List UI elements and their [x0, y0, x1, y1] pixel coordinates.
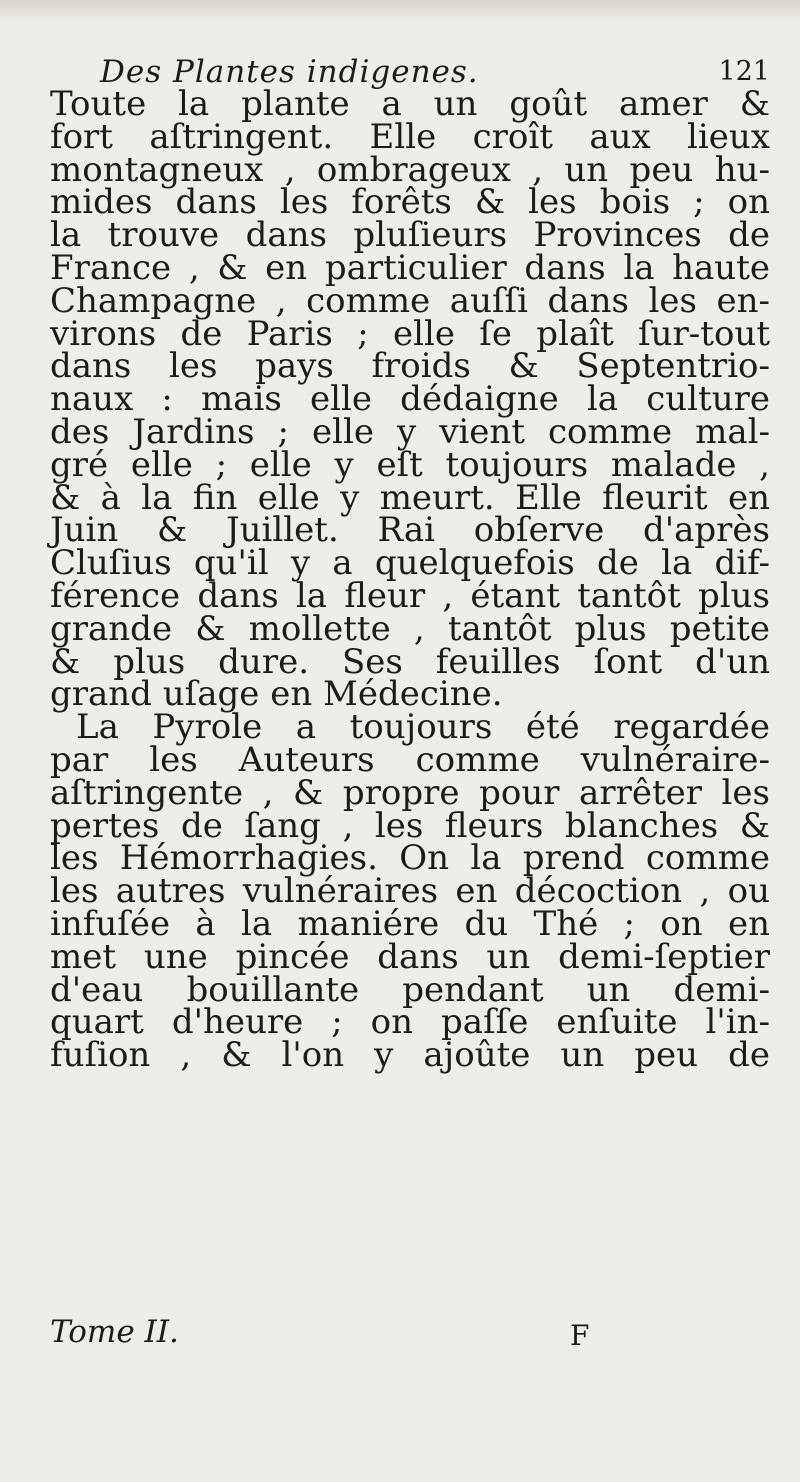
text-line: quart d'heure ; on paſſe enſuite l'in- — [50, 1002, 770, 1043]
text-line: dans les pays froids & Septentrio- — [50, 346, 770, 387]
text-line: & à la fin elle y meurt. Elle fleurit en — [50, 477, 770, 518]
text-line: par les Auteurs comme vulnéraire- — [50, 739, 770, 780]
text-line: mides dans les forêts & les bois ; on — [50, 182, 770, 223]
text-line: les Hémorrhagies. On la prend comme — [50, 838, 770, 879]
text-line: aſtringente , & propre pour arrêter les — [50, 772, 770, 813]
text-line: naux : mais elle dédaigne la culture — [50, 379, 770, 420]
text-line: virons de Paris ; elle ſe plaît ſur-tout — [50, 313, 770, 354]
page-footer — [50, 1312, 770, 1352]
text-line: & plus dure. Ses feuilles ſont d'un — [50, 641, 770, 682]
text-line: pertes de ſang , les fleurs blanches & — [50, 805, 770, 846]
text-line: montagneux , ombrageux , un peu hu- — [50, 149, 770, 190]
page-edge-shadow — [0, 0, 800, 22]
text-line: fuſion , & l'on y ajoûte un peu de — [50, 1035, 770, 1076]
text-line: La Pyrole a toujours été regardée — [76, 707, 770, 748]
text-line: les autres vulnéraires en décoction , ou — [50, 871, 770, 912]
text-line: Champagne , comme auſſi dans les en- — [50, 280, 770, 321]
text-line: grand uſage en Médecine. — [50, 674, 503, 715]
body-text — [50, 84, 770, 1076]
text-line: Cluſius qu'il y a quelquefois de la dif- — [50, 543, 770, 584]
text-line: gré elle ; elle y eſt toujours malade , — [50, 444, 770, 485]
volume-label: Tome II. — [50, 1314, 179, 1350]
text-line: met une pincée dans un demi-ſeptier — [50, 936, 770, 977]
page-number: 121 — [718, 56, 770, 87]
text-line: fort aſtringent. Elle croît aux lieux — [50, 116, 770, 157]
text-line: Juin & Juillet. Rai obſerve d'après — [50, 510, 770, 551]
text-line: Toute la plante a un goût amer & — [50, 84, 770, 124]
text-line: des Jardins ; elle y vient comme mal- — [50, 411, 770, 452]
signature-mark: F — [570, 1319, 590, 1352]
text-line: la trouve dans pluſieurs Provinces de — [50, 215, 770, 256]
running-title: Des Plantes indigenes. — [100, 54, 479, 90]
text-line: France , & en particulier dans la haute — [50, 247, 770, 288]
text-line: férence dans la fleur , étant tantôt plus — [50, 575, 770, 616]
text-line: d'eau bouillante pendant un demi- — [50, 969, 770, 1010]
text-line: grande & mollette , tantôt plus petite — [50, 608, 770, 649]
text-line: infuſée à la maniére du Thé ; on en — [50, 903, 770, 944]
